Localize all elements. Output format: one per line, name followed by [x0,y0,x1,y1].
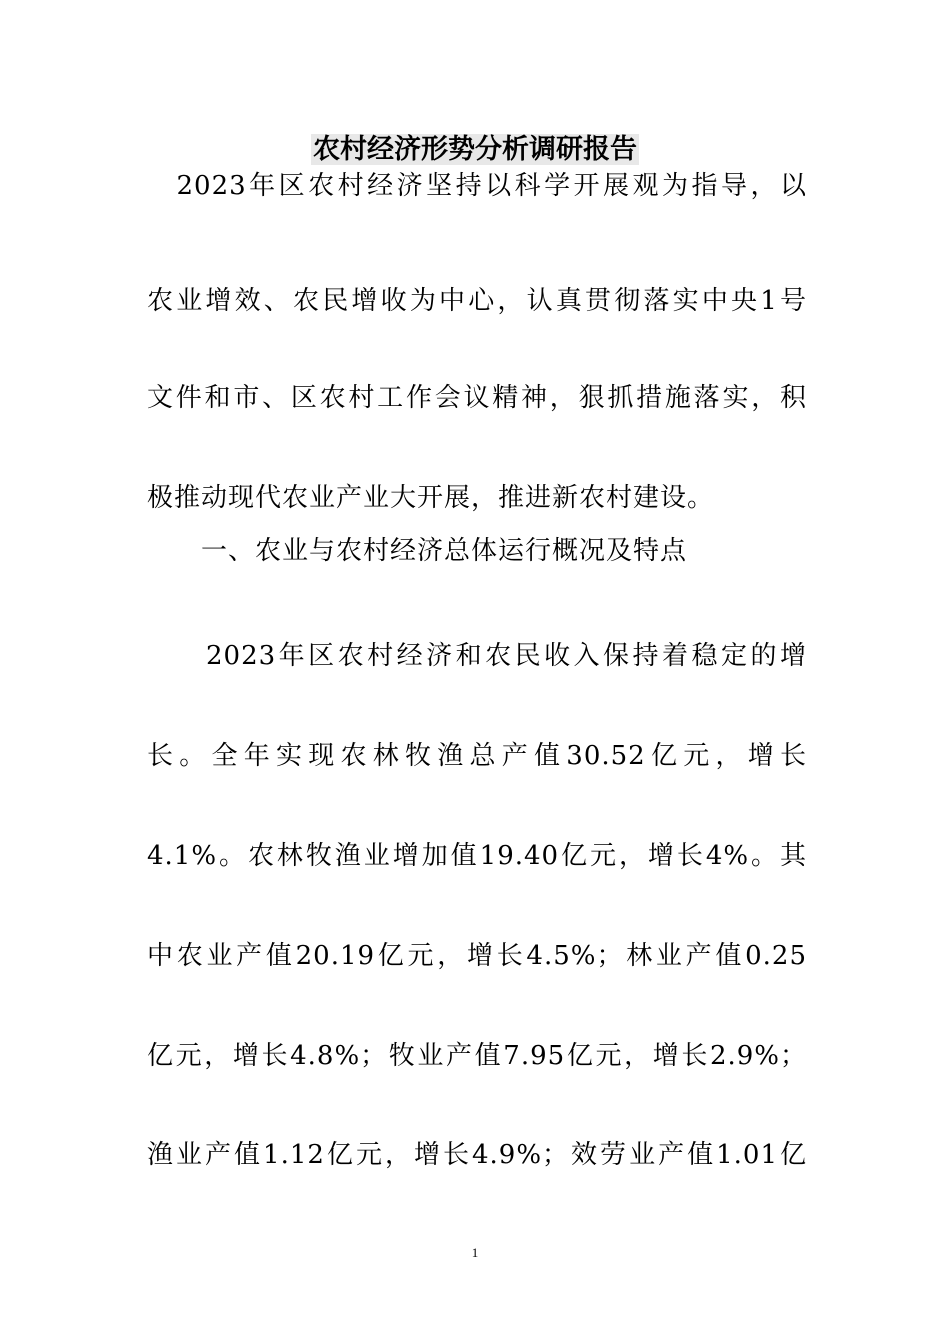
paragraph-line-2: 农业增效、农民增收为中心，认真贯彻落实中央1号 [147,286,807,316]
paragraph-line-4: 极推动现代农业产业大开展，推进新农村建设。 [147,483,715,513]
paragraph-line-6: 长。全年实现农林牧渔总产值30.52亿元，增长 [147,741,807,771]
paragraph-line-3: 文件和市、区农村工作会议精神，狠抓措施落实，积 [147,383,807,413]
paragraph-line-5: 2023年区农村经济和农民收入保持着稳定的增 [147,641,807,671]
paragraph-line-1: 2023年区农村经济坚持以科学开展观为指导，以 [147,171,807,201]
document-title: 农村经济形势分析调研报告 [313,134,637,165]
page-number: 1 [471,1245,479,1260]
paragraph-line-7: 4.1%。农林牧渔业增加值19.40亿元，增长4%。其 [147,841,807,871]
section-heading-1: 一、农业与农村经济总体运行概况及特点 [147,536,688,566]
paragraph-line-10: 渔业产值1.12亿元，增长4.9%；效劳业产值1.01亿 [147,1140,807,1170]
paragraph-line-9: 亿元，增长4.8%；牧业产值7.95亿元，增长2.9%； [147,1041,807,1071]
paragraph-line-8: 中农业产值20.19亿元，增长4.5%；林业产值0.25 [147,941,807,971]
